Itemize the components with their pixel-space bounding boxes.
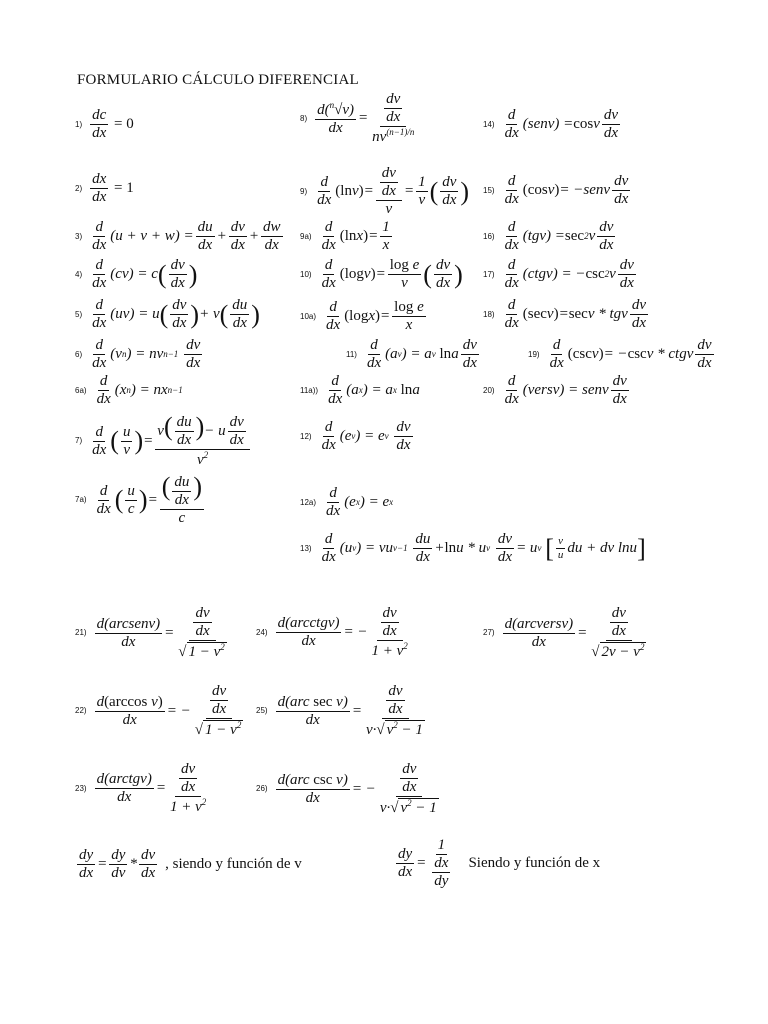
formula-8: 8) $\frac{d(^n√v)}{dx}$ = $\frac{\frac{dv}{dx}}{nv^{(n-1)/n}}$ <box>300 91 415 145</box>
formula-6: 6) $\frac{d}{dx}$ (v n ) = nv n−1 $\frac{dv}{dx}$ <box>75 337 201 371</box>
inverse-function-note: Siendo y función de x <box>468 855 601 871</box>
formula-11a: 11a)) $\frac{d}{dx}$ (a x ) = a x ln a <box>300 373 420 407</box>
page-title: FORMULARIO CÁLCULO DIFERENCIAL <box>77 72 359 88</box>
formula-3: 3) $\frac{d}{dx}$ (u + v + w) = $\frac{du}{dx}$ + $\frac{dv}{dx}$ + $\frac{dw}{dx}$ <box>75 219 281 253</box>
formula-9a: 9a) $\frac{d}{dx}$ (ln x ) = $\frac{1}{x}$ <box>300 219 390 253</box>
formula-23: 23) $\frac{\text{d(arctgv)}}{dx}$ = $\frac{\frac{dv}{dx}}{1 + v^2}$ <box>75 761 207 815</box>
formula-18: 18) $\frac{d}{dx}$ (sec v ) = sec v * tgv $\frac{dv}{dx}$ <box>483 297 646 331</box>
formula-17: 17) $\frac{d}{dx}$ (ctgv) = − csc 2 v $\frac{dv}{dx}$ <box>483 257 634 291</box>
formula-20: 20) $\frac{d}{dx}$ (versv) = senv $\frac{dv}{dx}$ <box>483 373 627 407</box>
formula-14: 14) $\frac{d}{dx}$ (senv) = cos v $\frac{dv}{dx}$ <box>483 107 619 141</box>
formula-7: 7) $\frac{d}{dx}$ ( $\frac{u}{v}$ ) = v( $\frac{du}{dx}$ )− u $\frac{dv}{dx}$ $v^2$ <box>75 414 252 468</box>
formula-11: 11) $\frac{d}{dx}$ (a v ) = a v ln a $\frac{dv}{dx}$ <box>346 337 477 371</box>
formula-2: 2) $\frac{dx}{dx}$ = 1 <box>75 171 134 205</box>
formula-7a: 7a) $\frac{d}{dx}$ ( $\frac{u}{c}$ ) = ( $\frac{du}{dx}$ ) c <box>75 472 203 527</box>
formula-1: 1) $\frac{dc}{dx}$ = 0 <box>75 107 134 141</box>
formula-15: 15) $\frac{d}{dx}$ (cos v ) = −senv $\frac{dv}{dx}$ <box>483 173 629 207</box>
formula-4: 4) $\frac{d}{dx}$ (cv) = c ( $\frac{dv}{dx}$ ) <box>75 257 198 291</box>
chain-rule: $\frac{dy}{dx}$ = $\frac{dy}{dv}$ * $\frac{dv}{dx}$ , siendo y función de v <box>79 847 302 881</box>
formula-16: 16) $\frac{d}{dx}$ (tgv) = sec 2 v $\frac{dv}{dx}$ <box>483 219 614 253</box>
formula-27: 27) $\frac{\text{d(arcversv)}}{dx}$ = $\frac{dv}{dx}$ √ $2v - v^2$ <box>483 605 645 660</box>
formula-26: 26) $\frac{\text{d(arc csc v)}}{dx}$ = − $\frac{dv}{dx}$ v·√ $v^2 - 1$ <box>256 761 437 816</box>
chain-rule-note: , siendo y función de v <box>165 856 302 872</box>
formula-12a: 12a) $\frac{d}{dx}$ (e x ) = e x <box>300 485 394 519</box>
formula-25: 25) $\frac{\text{d(arc sec v)}}{dx}$ = $\frac{dv}{dx}$ v·√ $v^2 - 1$ <box>256 683 423 738</box>
formula-12: 12) $\frac{d}{dx}$ (e v ) = e v $\frac{dv}{dx}$ <box>300 419 411 453</box>
inverse-function-rule: $\frac{dy}{dx}$ = $\frac{1}{\frac{dx}{dy}}$ Siendo y función de x <box>398 837 601 889</box>
formula-9: 9) $\frac{d}{dx}$ (ln v ) = $\frac{\frac{dv}{dx}}{v}$ = $\frac{1}{v}$ ( $\frac{dv}{dx}$ ) <box>300 165 470 217</box>
formula-6a: 6a) $\frac{d}{dx}$ (x n ) = nx n−1 <box>75 373 183 407</box>
formula-21: 21) $\frac{\text{d(arcsenv)}}{dx}$ = $\frac{dv}{dx}$ √ $1 - v^2$ <box>75 605 225 660</box>
formula-5: 5) $\frac{d}{dx}$ (uv) = u ( $\frac{dv}{dx}$ ) + v ( $\frac{du}{dx}$ ) <box>75 297 260 331</box>
formula-22: 22) $\frac{\text{d(arccos v)}}{dx}$ = − $\frac{dv}{dx}$ √ $1 - v^2$ <box>75 683 242 738</box>
formula-10: 10) $\frac{d}{dx}$ (log v ) = $\frac{\text{log e}}{v}$ ( $\frac{dv}{dx}$ ) <box>300 257 463 291</box>
formula-24: 24) $\frac{\text{d(arcctgv)}}{dx}$ = − $\frac{\frac{dv}{dx}}{1 + v^2}$ <box>256 605 408 659</box>
formula-10a: 10a) $\frac{d}{dx}$ (log x ) = $\frac{\text{log e}}{x}$ <box>300 299 424 333</box>
formula-19: 19) $\frac{d}{dx}$ (csc v ) = − csc v * ctgv $\frac{dv}{dx}$ <box>528 337 712 371</box>
formula-13: 13) $\frac{d}{dx}$ (u v ) = vu v−1 $\frac{du}{dx}$ + ln u * u v $\frac{dv}{dx}$ = u v [ $\frac{v}{u}$ du + dv lnu ] <box>300 531 646 565</box>
